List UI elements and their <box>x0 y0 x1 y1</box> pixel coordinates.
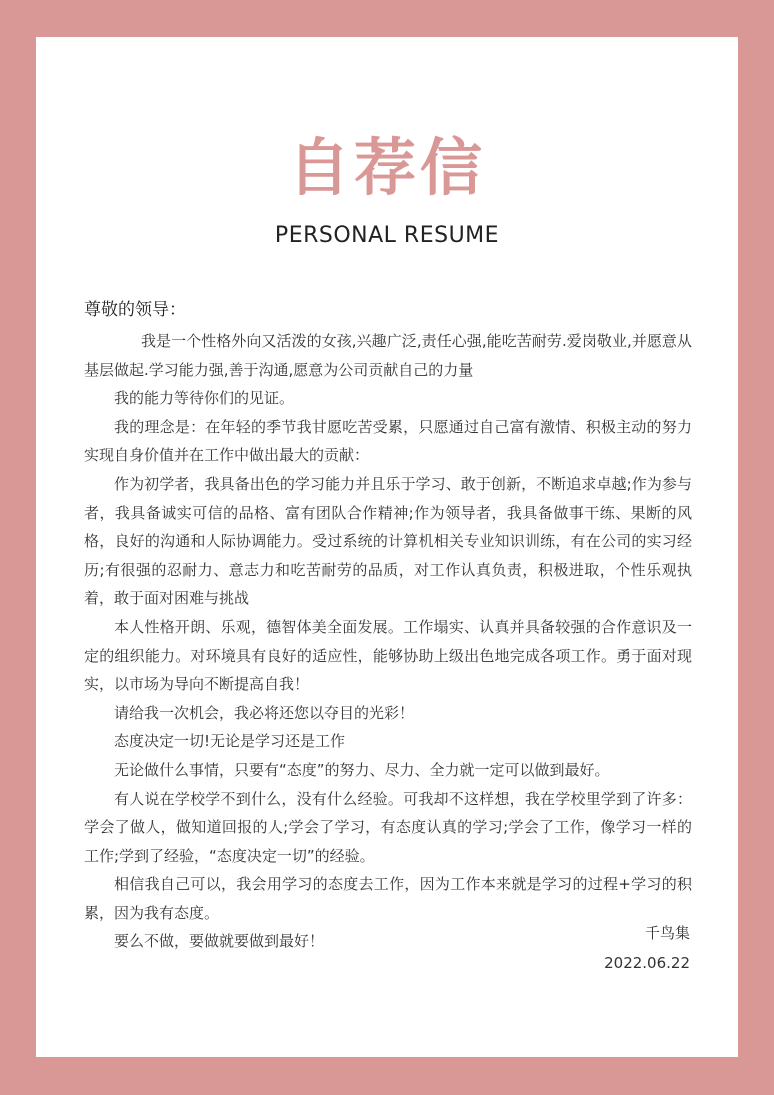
letter-paragraph: 请给我一次机会，我必将还您以夺目的光彩！ <box>114 703 415 722</box>
page-subtitle: PERSONAL RESUME <box>274 223 500 248</box>
letter-paragraph: 我的能力等待你们的见证。 <box>114 389 295 408</box>
letter-paragraph: 态度决定一切!无论是学习还是工作 <box>114 732 346 751</box>
page-title: 自荐信 <box>287 131 486 204</box>
letter-paragraph: 相信我自己可以，我会用学习的态度去工作，因为工作本来就是学习的过程+学习的积累，因为我有态度。 <box>84 875 692 922</box>
letter-paragraph: 本人性格开朗、乐观，德智体美全面发展。工作塌实、认真并具备较强的合作意识及一定的组织能力。对环境具有良好的适应性，能够协助上级出色地完成各项工作。勇于面对现实，以市场为导向不断提高自我！ <box>84 617 692 694</box>
letter-paragraph: 无论做什么事情，只要有“态度”的努力、尽力、全力就一定可以做到最好。 <box>114 760 610 779</box>
letter-paragraph: 我的理念是：在年轻的季节我甘愿吃苦受累，只愿通过自己富有激情、积极主动的努力实现自身价值并在工作中做出最大的贡献： <box>84 417 692 465</box>
letter-paragraph: 有人说在学校学不到什么，没有什么经验。可我却不这样想，我在学校里学到了许多：学会了做人，做知道回报的人;学会了学习，有态度认真的学习;学会了工作，像学习一样的工作;学到了经验，“态度决定一切”的经验。 <box>84 789 692 865</box>
letter-paragraph: 要么不做，要做就要做到最好！ <box>114 932 325 951</box>
letter-page <box>36 37 738 1057</box>
salutation: 尊敬的领导： <box>84 300 186 320</box>
letter-paragraph: 作为初学者，我具备出色的学习能力并且乐于学习、敢于创新，不断追求卓越;作为参与者，我具备诚实可信的品格、富有团队合作精神;作为领导者，我具备做事干练、果断的风格，良好的沟通和人际协调能力。受过系统的计算机相关专业知识训练，有在公司的实习经历;有很强的忍耐力、意志力和吃苦耐劳的品质，对工作认真负责，积极进取，个性乐观执着，敢于面对困难与挑战 <box>84 474 692 608</box>
letter-body <box>84 295 692 956</box>
letter-date: 2022.06.22 <box>604 954 690 972</box>
signature: 千鸟集 <box>644 924 690 942</box>
letter-paragraph: 我是一个性格外向又活泼的女孩,兴趣广泛,责任心强,能吃苦耐劳.爱岗敬业,并愿意从基层做起.学习能力强,善于沟通,愿意为公司贡献自己的力量 <box>84 332 692 379</box>
